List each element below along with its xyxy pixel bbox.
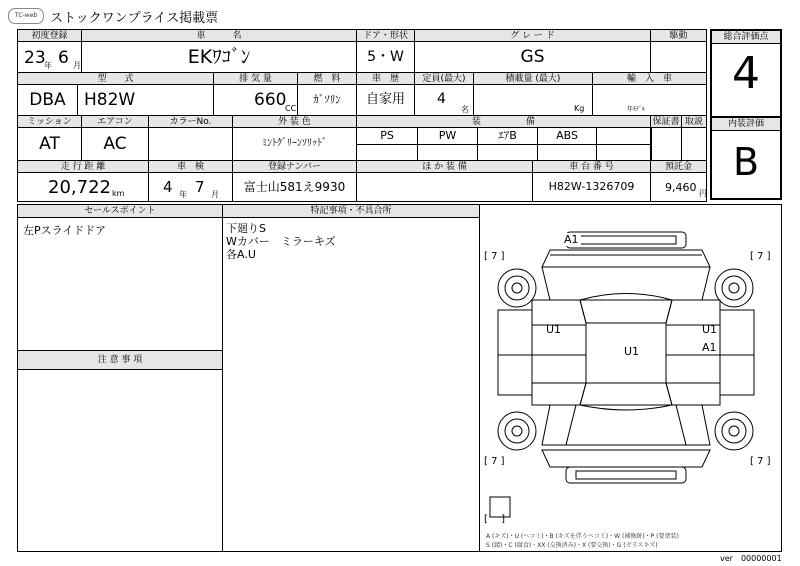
tc-web-logo: TC-web: [8, 8, 44, 24]
special-notes-line: Wカバー ミラーキズ: [226, 235, 336, 248]
first-reg-year-unit: 年: [44, 61, 52, 70]
damage-mark: A1: [564, 233, 579, 246]
label-exterior-color: 外 装 色: [232, 115, 357, 128]
label-grade: グ レ ー ド: [414, 29, 651, 42]
model-code-value: H82W: [84, 90, 136, 110]
model-prefix-value: DBA: [17, 84, 78, 116]
inspection-month: 7: [195, 178, 205, 196]
first-reg-month: 6: [58, 48, 69, 68]
inspection-year: 4: [163, 178, 173, 196]
tire-tag: [ 7 ]: [750, 251, 771, 262]
page-title: ストックワンプライス掲載票: [50, 11, 219, 26]
chassis-value: H82W-1326709: [532, 172, 651, 202]
equipment-cell: [356, 127, 651, 161]
deposit-cell: [650, 172, 707, 202]
overall-score-value: 4: [732, 48, 760, 99]
label-other-equip: ほ か 装 備: [356, 160, 533, 173]
import-note: 年ﾓﾃﾞﾙ: [627, 106, 646, 113]
aircon-value: AC: [81, 127, 149, 161]
label-fuel: 燃 料: [297, 72, 357, 85]
special-notes-line: 下廻りS: [226, 222, 266, 235]
special-notes-line: 各A.U: [226, 248, 256, 261]
manual-value: [681, 127, 707, 161]
label-interior-score: 内装評価: [712, 116, 780, 131]
capacity-cell: [414, 84, 474, 116]
equipment-item: PW: [417, 127, 478, 145]
first-reg-month-unit: 月: [73, 61, 81, 70]
label-plate: 登録ナンバー: [232, 160, 357, 173]
label-warranty: 保証書: [650, 115, 682, 128]
tire-tag: [ 7 ]: [484, 251, 505, 262]
label-model: 型 式: [17, 72, 214, 85]
equipment-item: [596, 127, 652, 145]
label-color-no: カラーNo.: [148, 115, 233, 128]
history-value: 自家用: [356, 84, 415, 116]
damage-mark: U1: [546, 323, 562, 336]
inspection-cell: [148, 172, 233, 202]
deposit-unit: 円: [699, 189, 707, 198]
door-value: 5・W: [356, 41, 415, 73]
equipment-item: ｴｱB: [477, 127, 538, 145]
inspection-month-unit: 月: [211, 190, 219, 199]
displacement-unit: CC: [285, 104, 297, 113]
mission-value: AT: [17, 127, 82, 161]
label-chassis: 車 台 番 号: [532, 160, 651, 173]
color-no-value: [148, 127, 233, 161]
warranty-value: [650, 127, 682, 161]
mileage-value: 20,722: [48, 177, 111, 198]
label-first-reg: 初度登録: [17, 29, 82, 42]
load-cell: [473, 84, 593, 116]
mileage-unit: km: [112, 189, 125, 198]
label-deposit: 預託金: [650, 160, 707, 173]
damage-mark: U1: [702, 323, 718, 336]
car-diagram: [480, 205, 781, 551]
capacity-unit: 名: [461, 105, 469, 114]
car-diagram-box: [479, 204, 782, 552]
label-inspection: 車 検: [148, 160, 233, 173]
label-load: 積載量 (最大): [473, 72, 593, 85]
first-reg-cell: [17, 41, 82, 73]
label-caution: 注 意 事 項: [17, 350, 223, 370]
label-manual: 取説: [681, 115, 707, 128]
special-notes-box: [222, 217, 480, 552]
other-equip-value: [356, 172, 533, 202]
label-door-shape: ドア・形状: [356, 29, 415, 42]
sales-point-box: [17, 217, 223, 351]
damage-mark: U1: [624, 345, 640, 358]
label-sales-point: セールスポイント: [17, 204, 223, 218]
import-cell: [592, 84, 707, 116]
label-mileage: 走 行 距 離: [17, 160, 149, 173]
damage-mark: A1: [702, 341, 717, 354]
label-equipment: 装 備: [356, 115, 651, 128]
version-label: ver 00000001: [720, 554, 782, 563]
capacity-value: 4: [437, 91, 446, 107]
spare-tag: [ ]: [484, 514, 505, 525]
tire-rear-left-icon: [498, 412, 536, 450]
mileage-cell: [17, 172, 149, 202]
tire-front-left-icon: [498, 269, 536, 307]
deposit-value: 9,460: [665, 181, 697, 194]
tire-tag: [ 7 ]: [750, 456, 771, 467]
label-history: 車 歴: [356, 72, 415, 85]
label-car-name: 車 名: [81, 29, 357, 42]
equipment-item: ABS: [537, 127, 597, 145]
label-import: 輸 入 車: [592, 72, 707, 85]
tire-front-right-icon: [715, 269, 753, 307]
interior-score-value: B: [732, 140, 760, 184]
model-code-cell: [77, 84, 214, 116]
fuel-value: ｶﾞｿﾘﾝ: [297, 84, 357, 116]
plate-value: 富士山581え9930: [232, 172, 357, 202]
caution-box: [17, 369, 223, 552]
tire-tag: [ 7 ]: [484, 456, 505, 467]
grade-value: GS: [414, 41, 651, 73]
exterior-color-value: ﾐﾝﾄｸﾞﾘｰﾝｿﾘｯﾄﾞ: [232, 127, 357, 161]
label-overall-score: 総合評価点: [712, 31, 780, 44]
legend-line: A (キズ)・U (ヘコミ)・B (キズを伴うヘコミ)・W (補修跡)・P (要塗装): [486, 533, 679, 540]
equipment-item: PS: [356, 127, 418, 145]
label-drive: 駆動: [650, 29, 707, 42]
drive-value: [650, 41, 707, 73]
legend-line: S (錆)・C (腐食)・XX (交換済み)・X (要交換)・G (ガラスキズ): [486, 542, 658, 549]
label-aircon: エアコン: [81, 115, 149, 128]
tire-rear-right-icon: [715, 412, 753, 450]
inspection-year-unit: 年: [179, 190, 187, 199]
label-mission: ミッション: [17, 115, 82, 128]
displacement-value: 660: [254, 90, 287, 110]
load-unit: Kg: [574, 104, 585, 113]
first-reg-year: 23: [24, 48, 46, 68]
displacement-cell: [213, 84, 298, 116]
label-capacity: 定員(最大): [414, 72, 474, 85]
label-special-notes: 特記事項・不具合所: [222, 204, 480, 218]
score-box: [710, 29, 782, 200]
sales-point-text: 左Pスライドドア: [23, 224, 106, 237]
label-displacement: 排 気 量: [213, 72, 298, 85]
car-name-value: EKﾜｺﾞﾝ: [81, 41, 357, 73]
